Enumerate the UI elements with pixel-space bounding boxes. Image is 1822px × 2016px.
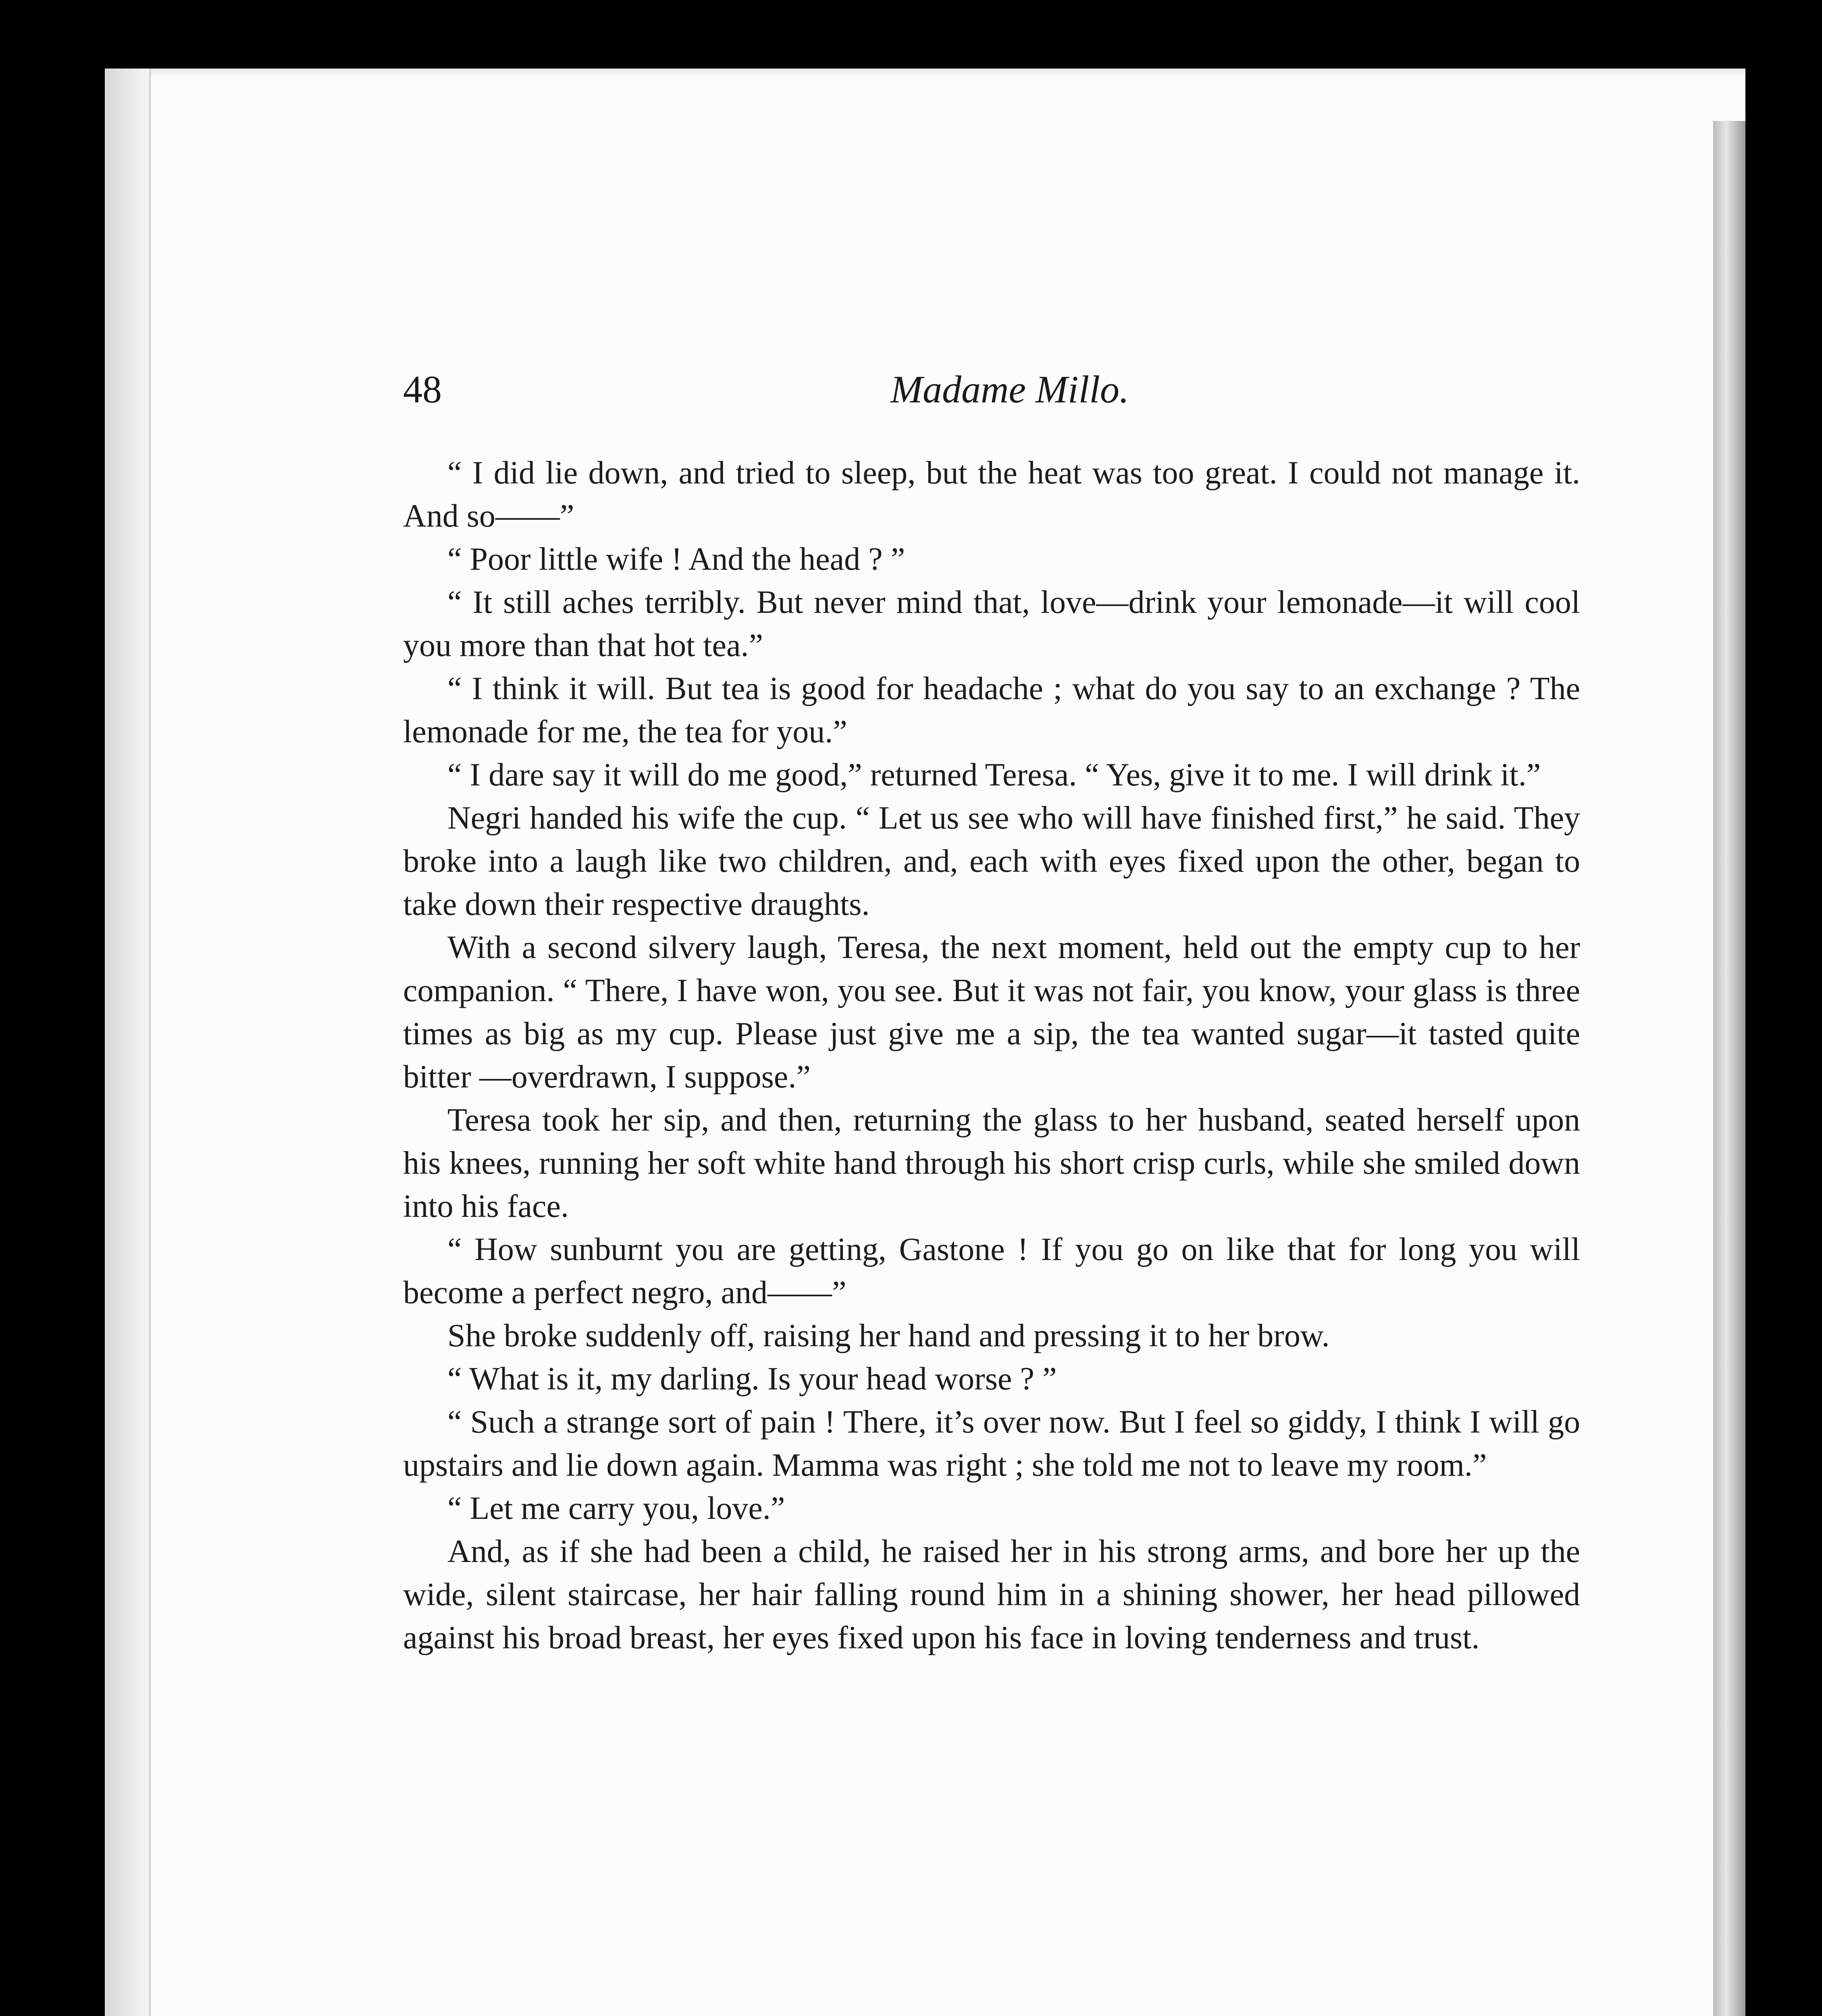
paragraph: And, as if she had been a child, he raised her in his strong arms, and bore her up the wide, silent staircase, her hair falling round him in a shining shower, her head pillowed against his broad breast, her eyes fixed upon his face in loving tenderness and trust. bbox=[403, 1534, 1580, 1656]
paragraph: “ It still aches terribly. But never mind that, love—drink your lemonade—it will cool you more than that hot tea.” bbox=[403, 585, 1580, 663]
paragraph: “ How sunburnt you are getting, Gastone ! If you go on like that for long you will become a perfect negro, and——” bbox=[403, 1232, 1580, 1310]
book-page bbox=[105, 69, 1745, 2016]
paragraph: “ Such a strange sort of pain ! There, it’s over now. But I feel so giddy, I think I will go upstairs and lie down again. Mamma was right ; she told me not to leave my room.” bbox=[403, 1404, 1580, 1483]
running-title: Madame Millo. bbox=[890, 368, 1129, 411]
paragraph: Teresa took her sip, and then, returning the glass to her husband, seated herself upon his knees, running her soft white hand through his short crisp curls, while she smiled down into his face. bbox=[403, 1102, 1580, 1224]
paragraph: “ I did lie down, and tried to sleep, but the heat was too great. I could not manage it. And so——” bbox=[403, 455, 1580, 534]
paragraph: Negri handed his wife the cup. “ Let us see who will have finished first,” he said. They broke into a laugh like two children, and, each with eyes fixed upon the other, began to take down their respective draughts. bbox=[403, 800, 1580, 922]
running-header bbox=[403, 367, 1616, 419]
page-number: 48 bbox=[403, 368, 442, 411]
paragraph: “ What is it, my darling. Is your head worse ? ” bbox=[447, 1361, 1057, 1397]
body-text-before-chapter bbox=[403, 452, 1580, 1660]
paragraph: “ I think it will. But tea is good for headache ; what do you say to an exchange ? The lemonade for me, the tea for you.” bbox=[403, 671, 1580, 750]
paragraph: “ Poor little wife ! And the head ? ” bbox=[447, 541, 905, 577]
paragraph: “ Let me carry you, love.” bbox=[447, 1491, 785, 1526]
paragraph: “ I dare say it will do me good,” returned Teresa. “ Yes, give it to me. I will drink it.” bbox=[447, 757, 1541, 793]
paragraph: She broke suddenly off, raising her hand and pressing it to her brow. bbox=[447, 1318, 1330, 1354]
page-edge-shadow bbox=[1713, 121, 1745, 2016]
paragraph: With a second silvery laugh, Teresa, the next moment, held out the empty cup to her companion. “ There, I have won, you see. But it was not fair, you know, your glass is three times as big as my cup. Please just give me a sip, the tea wanted sugar—it tasted quite bitter —overdrawn, I suppose.” bbox=[403, 930, 1580, 1095]
page-binding bbox=[105, 69, 151, 2016]
